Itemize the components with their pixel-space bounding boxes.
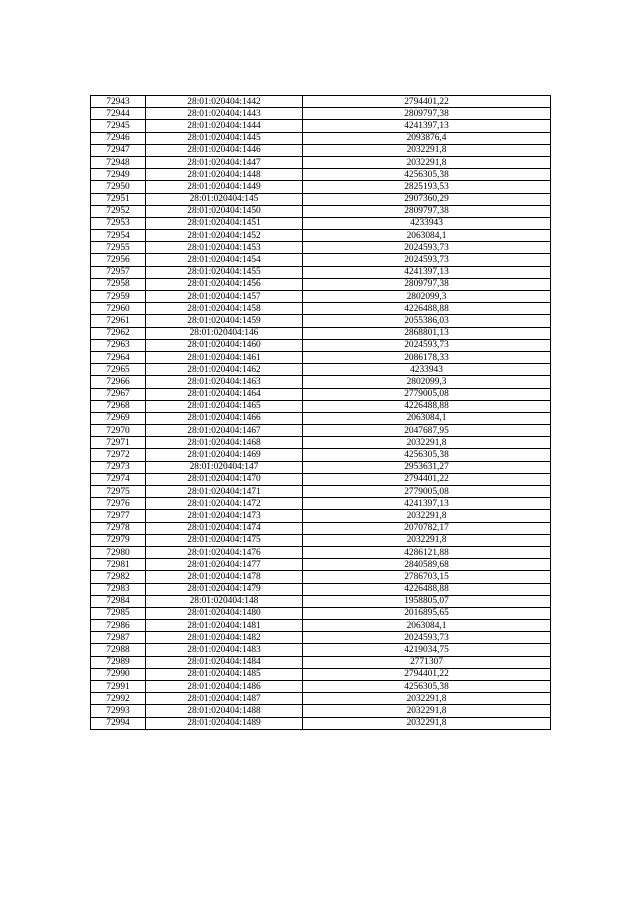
table-row xyxy=(91,546,551,558)
table-row xyxy=(91,376,551,388)
value-cell: 2868801,13 xyxy=(303,327,551,339)
cadastral-number-cell: 28:01:020404:1446 xyxy=(146,144,303,156)
table-body xyxy=(91,96,551,730)
table-row xyxy=(91,425,551,437)
value-cell: 2086178,33 xyxy=(303,351,551,363)
row-number-cell: 72986 xyxy=(91,620,146,632)
table-row xyxy=(91,96,551,108)
cadastral-number-cell: 28:01:020404:1485 xyxy=(146,668,303,680)
row-number-cell: 72993 xyxy=(91,705,146,717)
table-row xyxy=(91,510,551,522)
table-row xyxy=(91,339,551,351)
row-number-cell: 72970 xyxy=(91,425,146,437)
cadastral-number-cell: 28:01:020404:1457 xyxy=(146,291,303,303)
cadastral-number-cell: 28:01:020404:1462 xyxy=(146,364,303,376)
row-number-cell: 72980 xyxy=(91,546,146,558)
table-row xyxy=(91,632,551,644)
row-number-cell: 72978 xyxy=(91,522,146,534)
value-cell: 2809797,38 xyxy=(303,205,551,217)
row-number-cell: 72982 xyxy=(91,571,146,583)
cadastral-number-cell: 28:01:020404:1456 xyxy=(146,278,303,290)
cadastral-number-cell: 28:01:020404:1482 xyxy=(146,632,303,644)
cadastral-number-cell: 28:01:020404:1473 xyxy=(146,510,303,522)
table-row xyxy=(91,205,551,217)
cadastral-value-table xyxy=(90,95,551,730)
cadastral-number-cell: 28:01:020404:1474 xyxy=(146,522,303,534)
value-cell: 2024593,73 xyxy=(303,632,551,644)
row-number-cell: 72977 xyxy=(91,510,146,522)
cadastral-number-cell: 28:01:020404:1445 xyxy=(146,132,303,144)
cadastral-number-cell: 28:01:020404:1465 xyxy=(146,400,303,412)
cadastral-number-cell: 28:01:020404:1480 xyxy=(146,607,303,619)
row-number-cell: 72963 xyxy=(91,339,146,351)
value-cell: 2771307 xyxy=(303,656,551,668)
cadastral-number-cell: 28:01:020404:1459 xyxy=(146,315,303,327)
cadastral-number-cell: 28:01:020404:1481 xyxy=(146,620,303,632)
row-number-cell: 72974 xyxy=(91,473,146,485)
cadastral-number-cell: 28:01:020404:1487 xyxy=(146,693,303,705)
value-cell: 4226488,88 xyxy=(303,303,551,315)
table-row xyxy=(91,693,551,705)
table-row xyxy=(91,522,551,534)
table-row xyxy=(91,571,551,583)
value-cell: 1958805,07 xyxy=(303,595,551,607)
row-number-cell: 72987 xyxy=(91,632,146,644)
cadastral-number-cell: 28:01:020404:1472 xyxy=(146,498,303,510)
table-row xyxy=(91,412,551,424)
value-cell: 2779005,08 xyxy=(303,486,551,498)
cadastral-number-cell: 28:01:020404:1454 xyxy=(146,254,303,266)
value-cell: 4241397,13 xyxy=(303,120,551,132)
table-row xyxy=(91,705,551,717)
cadastral-number-cell: 28:01:020404:1444 xyxy=(146,120,303,132)
table-row xyxy=(91,291,551,303)
cadastral-number-cell: 28:01:020404:1476 xyxy=(146,546,303,558)
table-row xyxy=(91,534,551,546)
row-number-cell: 72990 xyxy=(91,668,146,680)
table-row xyxy=(91,278,551,290)
table-row xyxy=(91,266,551,278)
value-cell: 2907360,29 xyxy=(303,193,551,205)
value-cell: 2032291,8 xyxy=(303,693,551,705)
row-number-cell: 72981 xyxy=(91,559,146,571)
row-number-cell: 72953 xyxy=(91,217,146,229)
cadastral-number-cell: 28:01:020404:1447 xyxy=(146,156,303,168)
table-row xyxy=(91,132,551,144)
row-number-cell: 72958 xyxy=(91,278,146,290)
row-number-cell: 72985 xyxy=(91,607,146,619)
value-cell: 4286121,88 xyxy=(303,546,551,558)
row-number-cell: 72984 xyxy=(91,595,146,607)
row-number-cell: 72955 xyxy=(91,242,146,254)
cadastral-number-cell: 28:01:020404:1464 xyxy=(146,388,303,400)
table-row xyxy=(91,400,551,412)
table-row xyxy=(91,169,551,181)
value-cell: 2840589,68 xyxy=(303,559,551,571)
value-cell: 2063084,1 xyxy=(303,230,551,242)
row-number-cell: 72973 xyxy=(91,461,146,473)
value-cell: 2786703,15 xyxy=(303,571,551,583)
value-cell: 2794401,22 xyxy=(303,96,551,108)
cadastral-number-cell: 28:01:020404:1458 xyxy=(146,303,303,315)
row-number-cell: 72957 xyxy=(91,266,146,278)
table-row xyxy=(91,437,551,449)
value-cell: 2032291,8 xyxy=(303,705,551,717)
cadastral-number-cell: 28:01:020404:1451 xyxy=(146,217,303,229)
value-cell: 2024593,73 xyxy=(303,242,551,254)
row-number-cell: 72956 xyxy=(91,254,146,266)
cadastral-number-cell: 28:01:020404:147 xyxy=(146,461,303,473)
value-cell: 4226488,88 xyxy=(303,583,551,595)
value-cell: 4219034,75 xyxy=(303,644,551,656)
cadastral-number-cell: 28:01:020404:1479 xyxy=(146,583,303,595)
cadastral-number-cell: 28:01:020404:1452 xyxy=(146,230,303,242)
value-cell: 2093876,4 xyxy=(303,132,551,144)
cadastral-number-cell: 28:01:020404:1470 xyxy=(146,473,303,485)
value-cell: 2070782,17 xyxy=(303,522,551,534)
table-row xyxy=(91,193,551,205)
cadastral-number-cell: 28:01:020404:1477 xyxy=(146,559,303,571)
row-number-cell: 72965 xyxy=(91,364,146,376)
table-row xyxy=(91,473,551,485)
table-row xyxy=(91,254,551,266)
row-number-cell: 72949 xyxy=(91,169,146,181)
cadastral-number-cell: 28:01:020404:1475 xyxy=(146,534,303,546)
table-row xyxy=(91,595,551,607)
table-row xyxy=(91,217,551,229)
row-number-cell: 72943 xyxy=(91,96,146,108)
table-row xyxy=(91,681,551,693)
table-row xyxy=(91,583,551,595)
table-row xyxy=(91,644,551,656)
row-number-cell: 72972 xyxy=(91,449,146,461)
cadastral-number-cell: 28:01:020404:1484 xyxy=(146,656,303,668)
row-number-cell: 72971 xyxy=(91,437,146,449)
value-cell: 2953631,27 xyxy=(303,461,551,473)
row-number-cell: 72948 xyxy=(91,156,146,168)
table-row xyxy=(91,498,551,510)
row-number-cell: 72994 xyxy=(91,717,146,729)
value-cell: 4241397,13 xyxy=(303,266,551,278)
value-cell: 4233943 xyxy=(303,217,551,229)
value-cell: 2047687,95 xyxy=(303,425,551,437)
value-cell: 2802099,3 xyxy=(303,376,551,388)
row-number-cell: 72959 xyxy=(91,291,146,303)
table-row xyxy=(91,486,551,498)
cadastral-number-cell: 28:01:020404:1468 xyxy=(146,437,303,449)
cadastral-number-cell: 28:01:020404:1486 xyxy=(146,681,303,693)
row-number-cell: 72954 xyxy=(91,230,146,242)
row-number-cell: 72991 xyxy=(91,681,146,693)
table-row xyxy=(91,156,551,168)
row-number-cell: 72944 xyxy=(91,108,146,120)
cadastral-number-cell: 28:01:020404:1478 xyxy=(146,571,303,583)
cadastral-number-cell: 28:01:020404:1467 xyxy=(146,425,303,437)
cadastral-number-cell: 28:01:020404:1442 xyxy=(146,96,303,108)
row-number-cell: 72989 xyxy=(91,656,146,668)
value-cell: 4226488,88 xyxy=(303,400,551,412)
table-row xyxy=(91,449,551,461)
value-cell: 2794401,22 xyxy=(303,668,551,680)
row-number-cell: 72968 xyxy=(91,400,146,412)
table-row xyxy=(91,327,551,339)
table-row xyxy=(91,303,551,315)
row-number-cell: 72975 xyxy=(91,486,146,498)
cadastral-number-cell: 28:01:020404:1455 xyxy=(146,266,303,278)
cadastral-number-cell: 28:01:020404:1461 xyxy=(146,351,303,363)
value-cell: 2055386,03 xyxy=(303,315,551,327)
table-row xyxy=(91,144,551,156)
row-number-cell: 72976 xyxy=(91,498,146,510)
value-cell: 2016895,65 xyxy=(303,607,551,619)
value-cell: 2809797,38 xyxy=(303,108,551,120)
row-number-cell: 72966 xyxy=(91,376,146,388)
value-cell: 2032291,8 xyxy=(303,156,551,168)
value-cell: 2779005,08 xyxy=(303,388,551,400)
row-number-cell: 72946 xyxy=(91,132,146,144)
value-cell: 2032291,8 xyxy=(303,510,551,522)
row-number-cell: 72951 xyxy=(91,193,146,205)
value-cell: 2063084,1 xyxy=(303,620,551,632)
row-number-cell: 72950 xyxy=(91,181,146,193)
cadastral-number-cell: 28:01:020404:1466 xyxy=(146,412,303,424)
row-number-cell: 72967 xyxy=(91,388,146,400)
cadastral-number-cell: 28:01:020404:148 xyxy=(146,595,303,607)
cadastral-number-cell: 28:01:020404:1448 xyxy=(146,169,303,181)
table-row xyxy=(91,607,551,619)
table-row xyxy=(91,620,551,632)
table-row xyxy=(91,717,551,729)
value-cell: 2032291,8 xyxy=(303,534,551,546)
row-number-cell: 72992 xyxy=(91,693,146,705)
value-cell: 4256305,38 xyxy=(303,449,551,461)
table-row xyxy=(91,559,551,571)
cadastral-number-cell: 28:01:020404:1460 xyxy=(146,339,303,351)
row-number-cell: 72962 xyxy=(91,327,146,339)
table-row xyxy=(91,315,551,327)
table-row xyxy=(91,108,551,120)
table-row xyxy=(91,668,551,680)
cadastral-number-cell: 28:01:020404:1469 xyxy=(146,449,303,461)
table-row xyxy=(91,364,551,376)
cadastral-number-cell: 28:01:020404:1450 xyxy=(146,205,303,217)
table-row xyxy=(91,388,551,400)
row-number-cell: 72945 xyxy=(91,120,146,132)
value-cell: 2032291,8 xyxy=(303,437,551,449)
value-cell: 4241397,13 xyxy=(303,498,551,510)
row-number-cell: 72961 xyxy=(91,315,146,327)
value-cell: 2809797,38 xyxy=(303,278,551,290)
row-number-cell: 72952 xyxy=(91,205,146,217)
table-row xyxy=(91,181,551,193)
cadastral-number-cell: 28:01:020404:1471 xyxy=(146,486,303,498)
value-cell: 2024593,73 xyxy=(303,339,551,351)
row-number-cell: 72969 xyxy=(91,412,146,424)
cadastral-number-cell: 28:01:020404:1488 xyxy=(146,705,303,717)
value-cell: 4256305,38 xyxy=(303,681,551,693)
cadastral-number-cell: 28:01:020404:1449 xyxy=(146,181,303,193)
row-number-cell: 72964 xyxy=(91,351,146,363)
value-cell: 2802099,3 xyxy=(303,291,551,303)
value-cell: 2063084,1 xyxy=(303,412,551,424)
row-number-cell: 72983 xyxy=(91,583,146,595)
row-number-cell: 72988 xyxy=(91,644,146,656)
cadastral-number-cell: 28:01:020404:145 xyxy=(146,193,303,205)
cadastral-number-cell: 28:01:020404:1483 xyxy=(146,644,303,656)
value-cell: 4256305,38 xyxy=(303,169,551,181)
row-number-cell: 72960 xyxy=(91,303,146,315)
table-row xyxy=(91,351,551,363)
cadastral-number-cell: 28:01:020404:1463 xyxy=(146,376,303,388)
table-row xyxy=(91,656,551,668)
table-row xyxy=(91,120,551,132)
value-cell: 2024593,73 xyxy=(303,254,551,266)
value-cell: 2032291,8 xyxy=(303,717,551,729)
table-row xyxy=(91,461,551,473)
table-row xyxy=(91,230,551,242)
value-cell: 2032291,8 xyxy=(303,144,551,156)
value-cell: 2794401,22 xyxy=(303,473,551,485)
cadastral-number-cell: 28:01:020404:1453 xyxy=(146,242,303,254)
row-number-cell: 72947 xyxy=(91,144,146,156)
value-cell: 2825193,53 xyxy=(303,181,551,193)
value-cell: 4233943 xyxy=(303,364,551,376)
cadastral-number-cell: 28:01:020404:1443 xyxy=(146,108,303,120)
cadastral-number-cell: 28:01:020404:1489 xyxy=(146,717,303,729)
cadastral-number-cell: 28:01:020404:146 xyxy=(146,327,303,339)
row-number-cell: 72979 xyxy=(91,534,146,546)
table-row xyxy=(91,242,551,254)
